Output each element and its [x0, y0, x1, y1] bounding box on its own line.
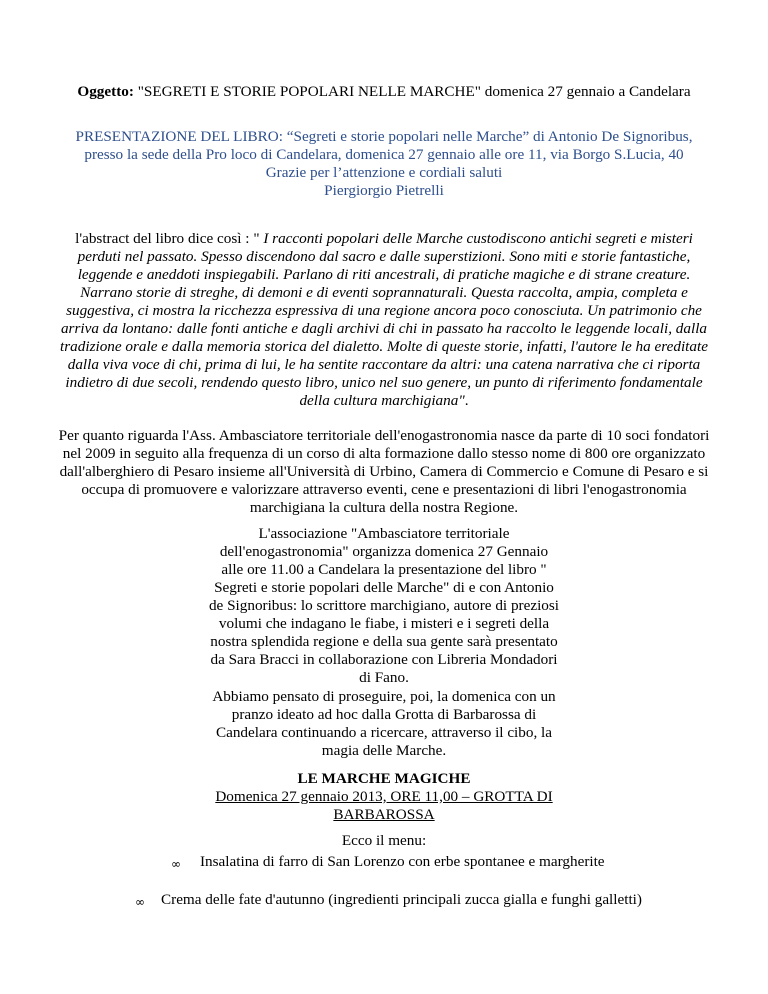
subject-label: Oggetto:	[77, 83, 134, 100]
abstract-quote: I racconti popolari delle Marche custodiscono antichi segreti e misteri perduti nel passato. Spesso discendono dal sacro e dalle superstizioni. Sono miti e storie fantastiche, leggende e aneddoti inspiegabili. Parlano di riti ancestrali, di pratiche magiche e di strane creature. Narrano storie di streghe, di demoni e di eventi soprannaturali. Questa raccolta, ampia, completa e suggestiva, ci mostra la ricchezza espressiva di una regione ancora poco conosciuta. Un patrimonio che arriva da lontano: dalle fonti antiche e dagli archivi di chi in passato ha raccolto le leggende locali, dalla tradizione orale e dalla memoria storica del dialetto. Molte di queste storie, infatti, l'autore le ha ereditate dalla viva voce di chi, prima di lui, le ha sentite raccontare da altri: una catena narrativa che ci riporta indietro di due secoli, rendendo questo libro, unico nel suo genere, un punto di riferimento fondamentale della cultura marchigiana"	[60, 230, 708, 409]
event-date-line	[208, 788, 560, 824]
association-paragraph: Per quanto riguarda l'Ass. Ambasciatore territoriale dell'enogastronomia nasce da parte di 10 soci fondatori nel 2009 in seguito alla frequenza di un corso di alta formazione dallo stesso nome di 800 ore organizzato dall'alberghiero di Pesaro insieme all'Università di Urbino, Camera di Commercio e Comune di Pesaro e si occupa di promuovere e valorizzare attraverso eventi, cene e presentazioni di libri l'enogastronomia marchigiana la cultura della nostra Regione.	[58, 427, 710, 516]
lunch-paragraph: Abbiamo pensato di proseguire, poi, la domenica con un pranzo ideato ad hoc dalla Grotta di Barbarossa di Candelara continuando a ricercare, attraverso il cibo, la magia delle Marche.	[212, 688, 556, 759]
infinity-bullet-icon: ∞	[135, 895, 145, 909]
event-heading	[208, 770, 560, 788]
event-heading-text: LE MARCHE MAGICHE	[297, 770, 471, 787]
abstract-paragraph	[56, 230, 712, 410]
menu-intro: Ecco il menu:	[341, 832, 427, 849]
presentation-thanks: Grazie per l’attenzione e cordiali saluti	[265, 164, 503, 181]
subject-text: "SEGRETI E STORIE POPOLARI NELLE MARCHE" domenica 27 gennaio a Candelara	[133, 83, 691, 100]
menu-item: Crema delle fate d'autunno (ingredienti principali zucca gialla e funghi galletti)	[161, 891, 642, 908]
presentation-block	[60, 128, 708, 200]
subject-line	[60, 83, 708, 101]
infinity-bullet-icon: ∞	[171, 857, 181, 871]
presentation-signature: Piergiorgio Pietrelli	[324, 182, 444, 199]
abstract-intro: l'abstract del libro dice così : "	[75, 230, 264, 247]
presentation-announcement: PRESENTAZIONE DEL LIBRO: “Segreti e storie popolari nelle Marche” di Antonio De Signoribus, presso la sede della Pro loco di Candelara, domenica 27 gennaio alle ore 11, via Borgo S.Lucia, 40	[75, 128, 693, 163]
event-title-block	[208, 770, 560, 824]
event-date-text: Domenica 27 gennaio 2013, ORE 11,00 – GROTTA DI BARBAROSSA	[215, 788, 553, 823]
event-paragraph: L'associazione "Ambasciatore territoriale dell'enogastronomia" organizza domenica 27 Gennaio alle ore 11.00 a Candelara la presentazione del libro " Segreti e storie popolari delle Marche" di e con Antonio de Signoribus: lo scrittore marchigiano, autore di preziosi volumi che indagano le fiabe, i misteri e i segreti della nostra splendida regione e della sua gente sarà presentato da Sara Bracci in collaborazione con Libreria Mondadori di Fano.	[208, 525, 560, 686]
menu-item: Insalatina di farro di San Lorenzo con erbe spontanee e margherite	[200, 853, 605, 870]
abstract-end: .	[464, 392, 469, 409]
